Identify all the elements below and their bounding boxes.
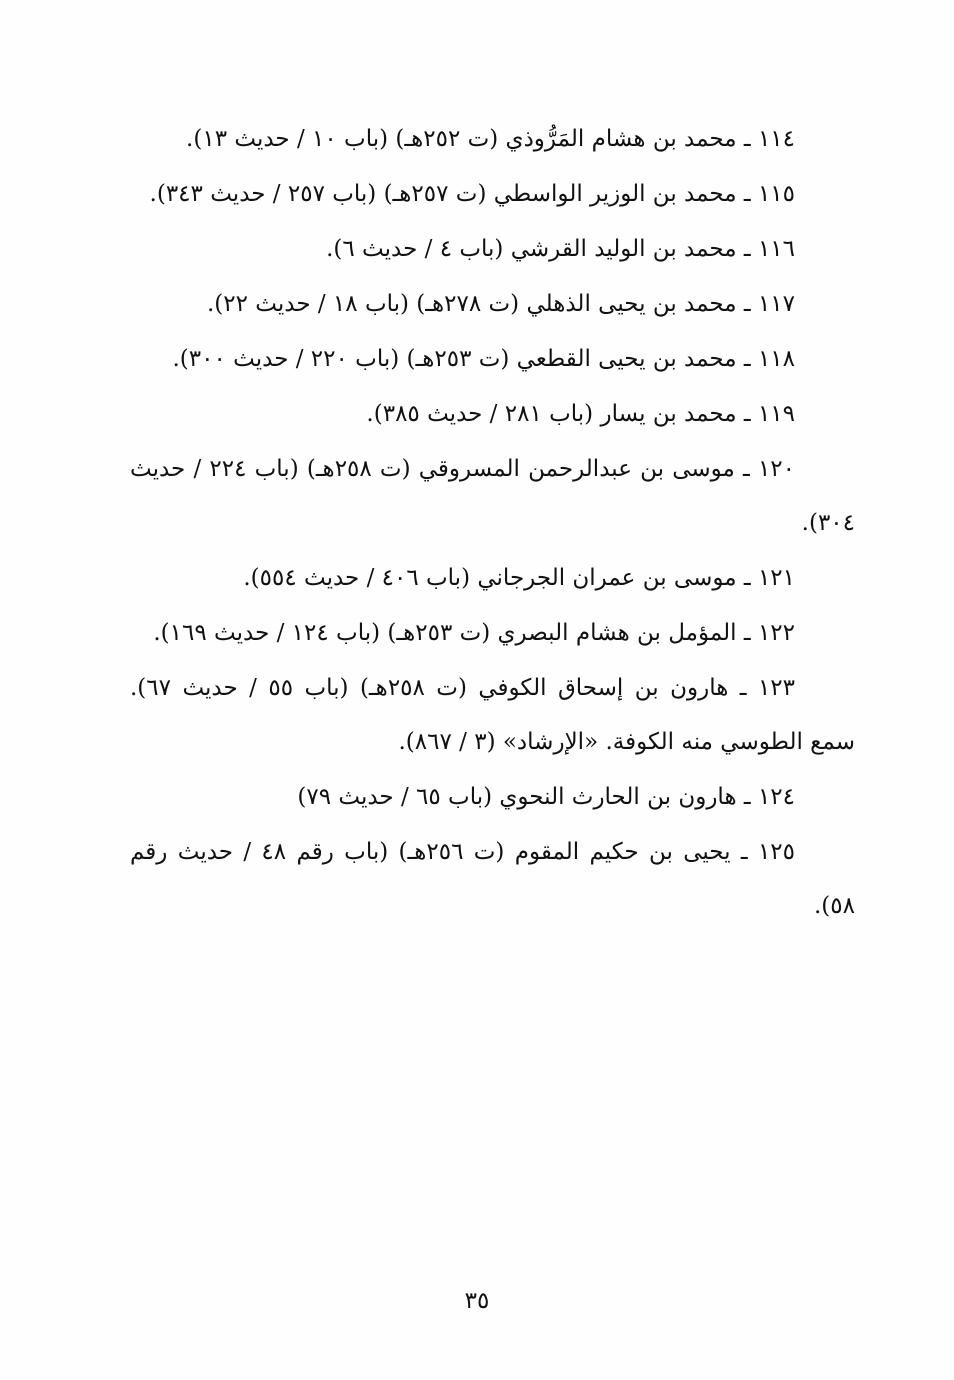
list-item: ١١٤ ـ محمد بن هشام المَرُّوذي (ت ٢٥٢هـ) (باب ١٠ / حديث ١٣).	[186, 126, 795, 152]
list-item: ١٢٣ ـ هارون بن إسحاق الكوفي (ت ٢٥٨هـ) (باب ٥٥ / حديث ٦٧). سمع الطوسي منه الكوفة. «الإرشاد» (٣ / ٨٦٧).	[130, 675, 855, 755]
list-item: ١٢٥ ـ يحيى بن حكيم المقوم (ت ٢٥٦هـ) (باب رقم ٤٨ / حديث رقم ٥٨).	[130, 839, 855, 919]
list-item: ١٢١ ـ موسى بن عمران الجرجاني (باب ٤٠٦ / حديث ٥٥٤).	[243, 565, 795, 591]
list-item: ١١٨ ـ محمد بن يحيى القطعي (ت ٢٥٣هـ) (باب ٢٢٠ / حديث ٣٠٠).	[172, 346, 795, 372]
page-number: ٣٥	[464, 1288, 490, 1314]
list-item: ١١٥ ـ محمد بن الوزير الواسطي (ت ٢٥٧هـ) (باب ٢٥٧ / حديث ٣٤٣).	[149, 181, 795, 207]
list-item: ١٢٠ ـ موسى بن عبدالرحمن المسروقي (ت ٢٥٨هـ) (باب ٢٢٤ / حديث ٣٠٤).	[130, 456, 855, 536]
entry-list	[130, 112, 855, 934]
list-item: ١١٦ ـ محمد بن الوليد القرشي (باب ٤ / حديث ٦).	[326, 236, 795, 262]
list-item: ١١٩ ـ محمد بن يسار (باب ٢٨١ / حديث ٣٨٥).	[366, 401, 795, 427]
list-item: ١٢٢ ـ المؤمل بن هشام البصري (ت ٢٥٣هـ) (باب ١٢٤ / حديث ١٦٩).	[153, 620, 795, 646]
list-item: ١٢٤ ـ هارون بن الحارث النحوي (باب ٦٥ / حديث ٧٩)	[297, 784, 795, 810]
list-item: ١١٧ ـ محمد بن يحيى الذهلي (ت ٢٧٨هـ) (باب ١٨ / حديث ٢٢).	[206, 291, 795, 317]
